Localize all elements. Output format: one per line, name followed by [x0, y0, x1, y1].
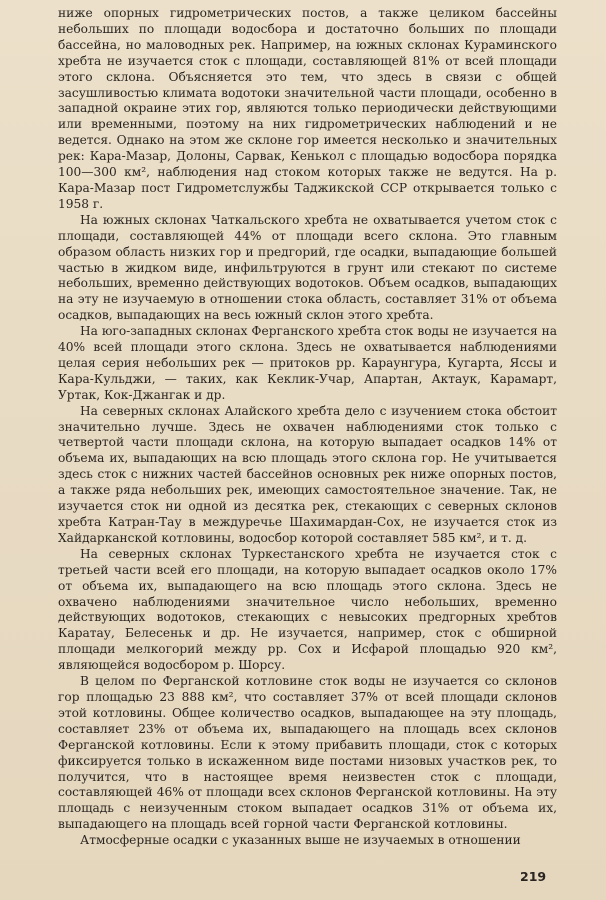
paragraph-1: ниже опорных гидрометрических постов, а также целиком бассейны небольших по площади водосбора и достаточно больших по площади бассейна, но маловодных рек. Например, на южных склонах Кураминского хребта не изучается сток с площади, составляющей 81% от всей площади этого склона. Объясняется это тем, что здесь в связи с общей засушливостью климата водотоки значительной части площади, особенно в западной окраине этих гор, являются только периодически действующими или временными, поэтому на них гидрометрических наблюдений и не ведется. Однако на этом же склоне гор имеется несколько и значительных рек: Кара-Мазар, Долоны, Сарвак, Кенькол с площадью водосбора порядка 100—300 км², наблюдения над стоком которых также не ведутся. На р. Кара-Мазар пост Гидрометслужбы Таджикской ССР открывается только с 1958 г. — [58, 6, 557, 211]
paragraph-7: Атмосферные осадки с указанных выше не изучаемых в отношении — [80, 833, 521, 848]
page-number: 219 — [520, 869, 547, 884]
paragraph-4: На северных склонах Алайского хребта дело с изучением стока обстоит значительно лучше. Здесь не охвачен наблюдениями сток только с четвертой части площади склона, на которую выпадает осадков 14% от объема их, выпадающих на всю площадь этого склона гор. Не учитывается здесь сток с нижних частей бассейнов основных рек ниже опорных постов, а также ряда небольших рек, имеющих самостоятельное значение. Так, не изучается сток ни одной из десятка рек, стекающих с северных склонов хребта Катран-Тау в междуречье Шахимардан-Сох, не изучается сток из Хайдарканской котловины, водосбор которой составляет 585 км², и т. д. — [58, 403, 557, 545]
body-text — [58, 6, 557, 849]
paragraph-6: В целом по Ферганской котловине сток воды не изучается со склонов гор площадью 23 888 км², что составляет 37% от всей площади склонов этой котловины. Общее количество осадков, выпадающее на эту площадь, составляет 23% от объема их, выпадающего на площадь всех склонов Ферганской котловины. Если к этому прибавить площади, сток с которых фиксируется только в искаженном виде постами низовых участков рек, то получится, что в настоящее время неизвестен сток с площади, составляющей 46% от площади всех склонов Ферганской котловины. На эту площадь с неизученным стоком выпадает осадков 31% от объема их, выпадающего на площадь всей горной части Ферганской котловины. — [58, 674, 557, 832]
paragraph-5: На северных склонах Туркестанского хребта не изучается сток с третьей части всей его площади, на которую выпадает осадков около 17% от объема их, выпадающего на всю площадь этого склона. Здесь не охвачено наблюдениями значительное число небольших, временно действующих водотоков, стекающих с невысоких предгорных хребтов Каратау, Белесеньк и др. Не изучается, например, сток с обширной площади мелкогорий между рр. Сох и Исфарой площадью 920 км², являющейся водосбором р. Шорсу. — [58, 546, 557, 673]
paragraph-3: На юго-западных склонах Ферганского хребта сток воды не изучается на 40% всей площади этого склона. Здесь не охватывается наблюдениями целая серия небольших рек — притоков рр. Караунгура, Кугарта, Яссы и Кара-Кульджи, — таких, как Кеклик-Учар, Апартан, Актаук, Карамарт, Уртак, Кок-Джангак и др. — [58, 324, 557, 402]
paragraph-2: На южных склонах Чаткальского хребта не охватывается учетом сток с площади, составляющей 44% от площади всего склона. Это главным образом область низких гор и предгорий, где осадки, выпадающие большей частью в жидком виде, инфильтруются в грунт или стекают по системе небольших, временно действующих водотоков. Объем осадков, выпадающих на эту не изучаемую в отношении стока область, составляет 31% от объема осадков, выпадающих на весь южный склон этого хребта. — [58, 212, 557, 323]
